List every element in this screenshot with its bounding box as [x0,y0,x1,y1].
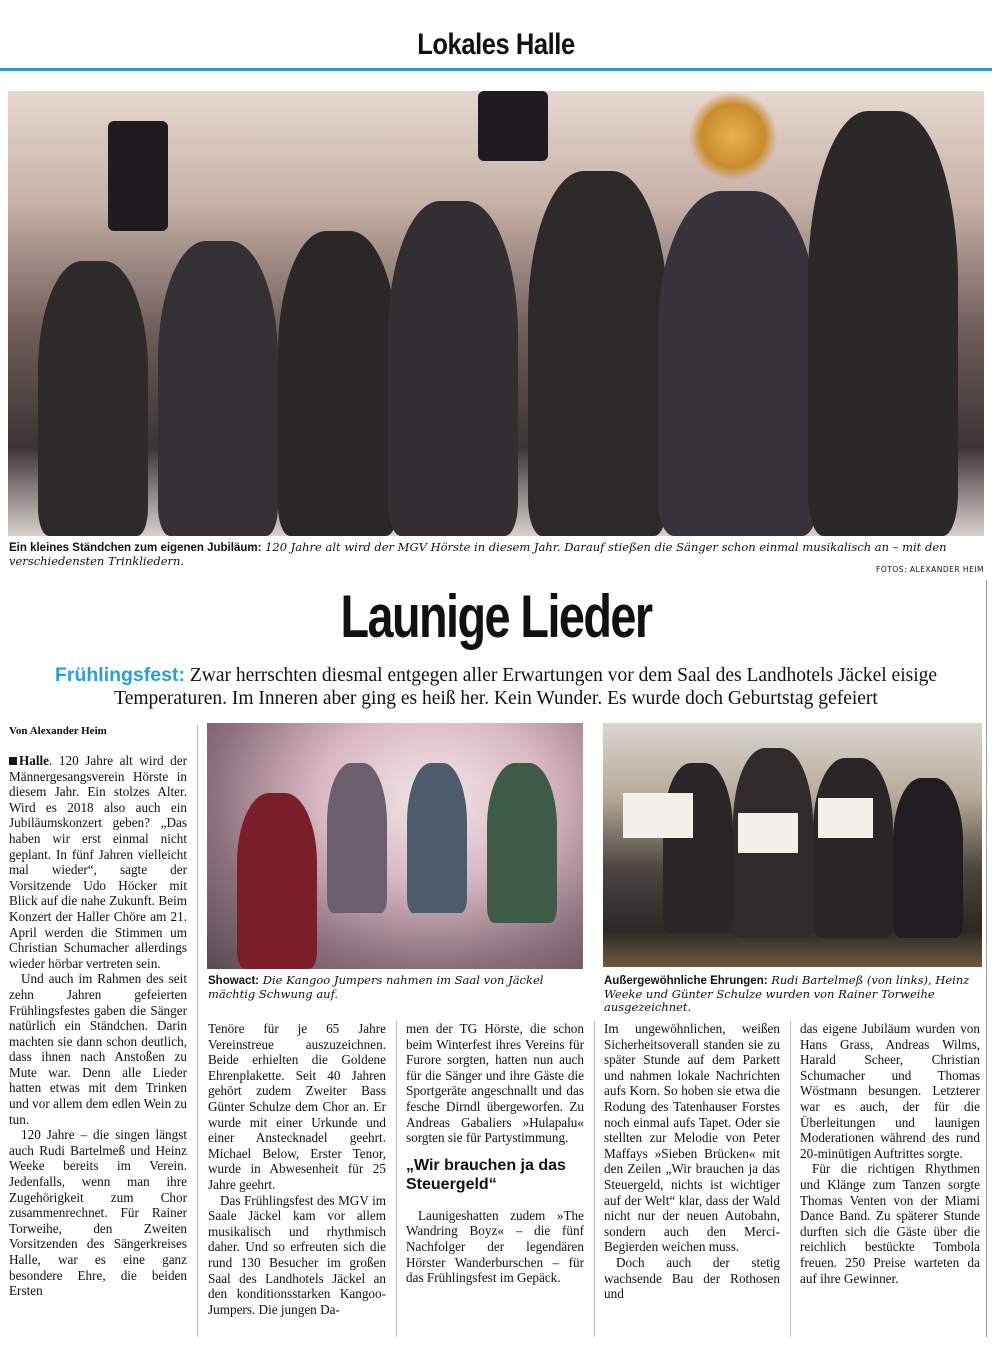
column-divider [197,725,198,1337]
col4-para-2: Doch auch der stetig wachsende Bau der Rothosen und [604,1254,780,1302]
deck-lead: Frühlingsfest: [54,664,185,686]
col3-para-1: men der TG Hörste, die schon beim Winterfest ihres Vereins für Furore sorgten, hatten nun auch für die Sänger und ihre Gäste die Sportgeräte angeschnallt und das fesche Dirndl übergeworfen. Zu Andreas Gabaliers »Hulapalu« sorgten sie für Partystimmung. [406,1021,584,1146]
column-divider [396,1021,397,1337]
col5-para-2: Für die richtigen Rhythmen und Klänge zum Tanzen sorgte Thomas Venten von der Miami Dance Band. Zu späterer Stunde durften sich die Gäste über die reichlich bestückte Tombola freuen. 250 Preise warteten da auf ihre Gewinner. [800,1161,980,1286]
col4-para-1: Im ungewöhnlichen, weißen Sicherheitsoverall standen sie zu später Stunde auf dem Parkett und nahmen lokale Nachrichten aufs Korn. So hoben sie etwa die Rodung des Tatenhauser Forstes noch einmal aufs Tapet. Oder sie stellten zur Melodie von Peter Maffays »Sieben Brücken« mit den Zeilen „Wir brauchen ja das Steuergeld, nichts ist wichtiger auf der Welt“ klar, dass der Wald nicht nur der neuen Autobahn, sondern auch den Merci-Begierden weichen muss. [604,1021,780,1255]
kangoo-caption-lead: Showact: [208,975,260,987]
deck-text: Zwar herrschten diesmal entgegen aller Erwartungen vor dem Saal des Landhotels Jäckel eisige Temperaturen. Im Inneren aber ging es heiß her. Kein Wunder. Es wurde doch Geburtstag gefeiert [114,665,938,709]
col5-para-1: das eigene Jubiläum wurden von Hans Grass, Andreas Wilms, Harald Scheer, Christian Schumacher und Thomas Wöstmann besungen. Letzterer war es auch, der für die Überleitungen und launigen Moderationen während des rund 20-minütigen Auftrittes sorgte. [800,1021,980,1161]
section-title: Lokales Halle [417,28,575,61]
article-column-1 [9,753,187,1299]
article-column-3 [406,1021,584,1286]
column-divider [790,1021,791,1337]
honors-photo [603,723,982,967]
col2-para-2: Das Frühlingsfest des MGV im Saale Jäckel kam vor allem musikalisch und rhythmisch daher. Und so erfreuten sich die rund 130 Besucher im großen Saal des Landhotels Jäckel an den konditionsstarken Kangoo-Jumpers. Die jungen Da- [208,1192,386,1317]
main-caption-text: 120 Jahre alt wird der MGV Hörste in diesem Jahr. Darauf stießen die Sänger schon einmal musikalisch an – mit den verschiedensten Trinkliedern. [9,540,947,568]
section-rule [0,68,992,71]
honors-caption-lead: Außergewöhnliche Ehrungen: [604,975,768,987]
col3-para-2: Launigeshatten zudem »The Wandring Boyz« – die fünf Nachfolger der legendären Hörster Wanderburschen – für das Frühlingsfest im Gepäck. [406,1207,584,1286]
paragraph-marker-icon [9,757,17,765]
headline: Launige Lieder [340,583,652,650]
col2-para-1: Tenöre für je 65 Jahre Vereinstreue auszuzeichnen. Beide erhielten die Goldene Ehrenplakette. Seit 40 Jahren gehört zudem Zweiter Bass Günter Schulze dem Chor an. Er wurde mit einer Urkunde und einer Anstecknadel geehrt. Michael Below, Erster Tenor, wurde in Abwesenheit für 25 Jahre geehrt. [208,1021,386,1192]
honors-caption-text: Rudi Bartelmeß (von links), Heinz Weeke und Günter Schulze wurden von Rainer Torweihe ausgezeichnet. [604,973,970,1014]
kangoo-photo [207,723,583,969]
main-photo [8,91,984,536]
article-column-5 [800,1021,980,1286]
article-column-2 [208,1021,386,1317]
col1-para-1-text: . 120 Jahre alt wird der Männergesangsverein Hörste in diesem Jahr. Ein stolzes Alter. Wird es 2018 also auch ein Jubiläumskonzert geben? „Das haben wir erst einmal nicht geplant. In fünf Jahren vielleicht mal wieder“, sagte der Vorsitzende Udo Höcker mit Blick auf die nahe Zukunft. Beim Konzert der Haller Chöre am 21. April werden die Stimmen um Christian Schumacher allerdings wieder hörbar vertreten sein. [9,753,187,971]
column-divider [594,1021,595,1337]
main-caption-lead: Ein kleines Ständchen zum eigenen Jubiläum: [9,542,262,554]
honors-caption [604,974,982,1014]
deck [20,664,972,710]
dateline: Halle [19,753,50,768]
col1-para-2: Und auch im Rahmen des seit zehn Jahren gefeierten Frühlingsfestes gaben die Sänger natürlich ein Ständchen. Darin machten sie dann schon deutlich, dass ihnen nach Anstoßen zu Mute war. Denn alle Lieder hatten etwas mit dem Trinken und vor allem dem edlen Wein zu tun. [9,971,187,1127]
kangoo-caption-text: Die Kangoo Jumpers nahmen im Saal von Jäckel mächtig Schwung auf. [208,973,544,1001]
col1-para-1 [9,753,187,971]
col1-para-3: 120 Jahre – die singen längst auch Rudi Bartelmeß und Heinz Weeke bereits im Verein. Jedenfalls, wenn man ihre Zugehörigkeit zum Chor zusammenrechnet. Für Rainer Torweihe, den Zweiten Vorsitzenden des Sängerkreises Halle, war es eine ganz besondere Ehre, die beiden Ersten [9,1127,187,1299]
photo-credit: FOTOS: ALEXANDER HEIM [876,565,984,574]
main-caption [9,541,984,568]
subheading: „Wir brauchen ja das Steuergeld“ [406,1156,566,1193]
page-edge-rule [986,580,987,1337]
kangoo-caption [208,974,583,1001]
byline: Von Alexander Heim [9,725,107,737]
article-column-4 [604,1021,780,1302]
